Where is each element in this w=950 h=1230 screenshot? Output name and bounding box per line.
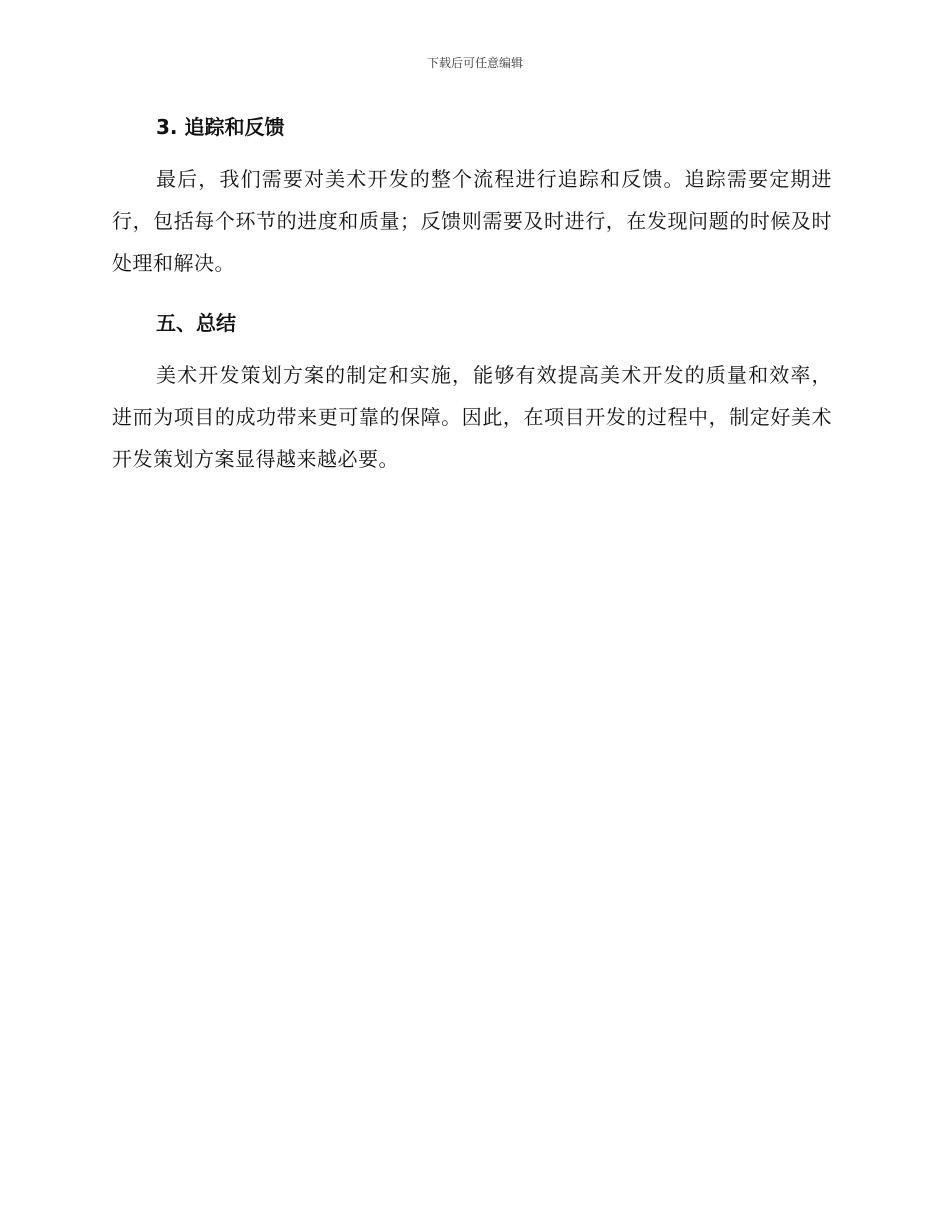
section-heading-summary: 五、总结 — [156, 311, 236, 335]
paragraph-summary: 美术开发策划方案的制定和实施，能够有效提高美术开发的质量和效率，进而为项目的成功带来更可靠的保障。因此，在项目开发的过程中，制定好美术开发策划方案显得越来越必要。 — [112, 363, 832, 471]
document-body — [112, 110, 832, 480]
paragraph-tracking-feedback: 最后，我们需要对美术开发的整个流程进行追踪和反馈。追踪需要定期进行，包括每个环节的进度和质量；反馈则需要及时进行，在发现问题的时候及时处理和解决。 — [112, 167, 832, 275]
section-heading-tracking-feedback: 3. 追踪和反馈 — [156, 115, 285, 139]
page-header: 下载后可任意编辑 — [426, 56, 523, 70]
